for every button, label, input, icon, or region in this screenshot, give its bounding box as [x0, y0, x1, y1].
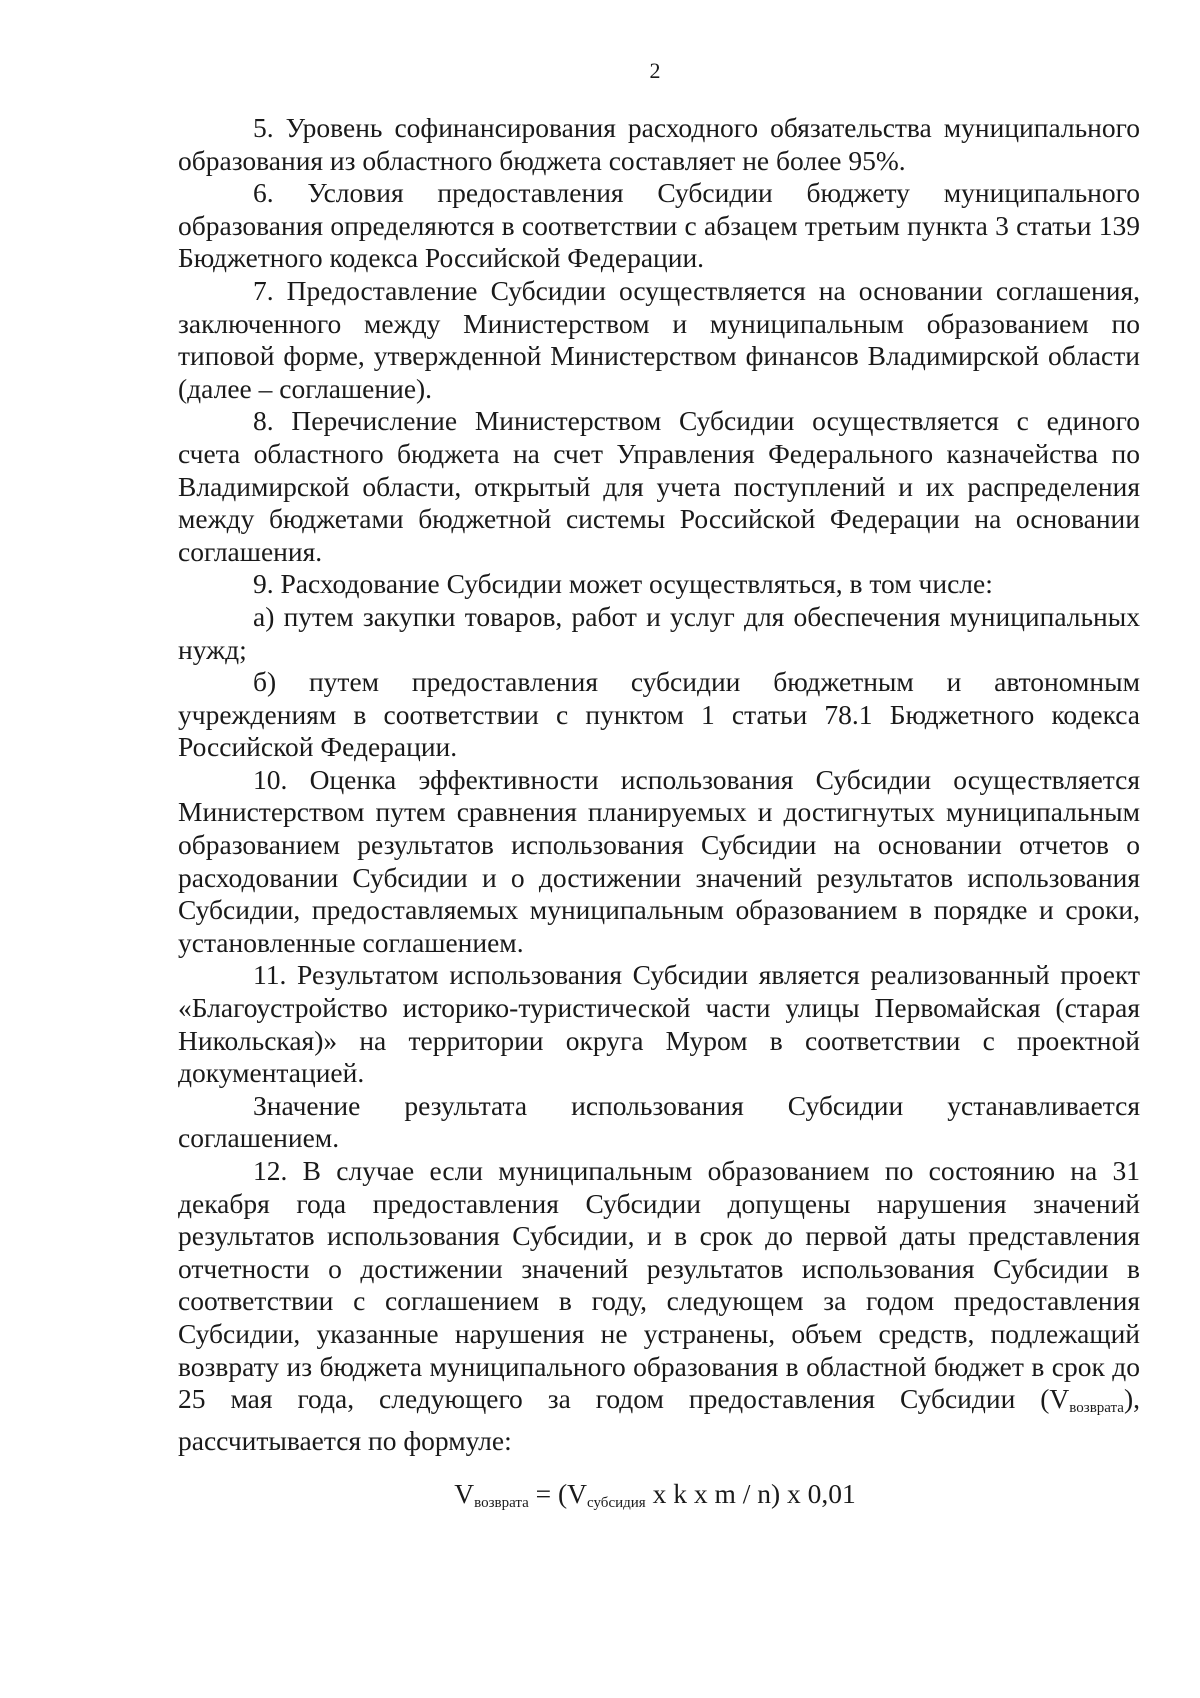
formula-v-subscript: возврата — [474, 1495, 529, 1511]
page-number: 2 — [649, 58, 661, 83]
formula-subsidy-subscript: субсидия — [587, 1495, 646, 1511]
paragraph-11: 11. Результатом использования Субсидии является реализованный проект «Благоустройство историко-туристической части улицы Первомайская (старая Никольская)» на территории округа Муром в соответствии с проектной документацией. — [178, 959, 1140, 1089]
paragraph-11-value: Значение результата использования Субсидии устанавливается соглашением. — [178, 1089, 1140, 1154]
paragraph-5: 5. Уровень софинансирования расходного обязательства муниципального образования из областного бюджета составляет не более 95%. — [178, 112, 1140, 176]
paragraph-8: 8. Перечисление Министерством Субсидии осуществляется с единого счета областного бюджета на счет Управления Федерального казначейства по Владимирской области, открытый для учета поступлений и их распределения между бюджетами бюджетной системы Российской Федерации на основании соглашения. — [178, 405, 1140, 567]
formula-v: V — [454, 1478, 475, 1509]
paragraph-6: 6. Условия предоставления Субсидии бюджету муниципального образования определяются в соответствии с абзацем третьим пункта 3 статьи 139 Бюджетного кодекса Российской Федерации. — [178, 177, 1140, 274]
paragraph-7: 7. Предоставление Субсидии осуществляется на основании соглашения, заключенного между Министерством и муниципальным образованием по типовой форме, утвержденной Министерством финансов Владимирской области (далее – соглашение). — [178, 274, 1140, 404]
paragraph-12-tail: ), рассчитывается по формуле: — [178, 1383, 1140, 1456]
paragraph-9: 9. Расходование Субсидии может осуществляться, в том числе: — [253, 568, 993, 600]
paragraph-12-text: 12. В случае если муниципальным образованием по состоянию на 31 декабря года предоставления Субсидии допущены нарушения значений результатов использования Субсидии, и в срок до первой даты представления отчетности о достижении значений результатов использования Субсидии в соответствии с соглашением в году, следующем за годом предоставления Субсидии, указанные нарушения не устранены, объем средств, подлежащий возврату из бюджета муниципального образования в областной бюджет в срок до 25 мая года, следующего за годом предоставления Субсидии (V — [178, 1155, 1140, 1415]
paragraph-10: 10. Оценка эффективности использования Субсидии осуществляется Министерством путем сравнения планируемых и достигнутых муниципальным образованием результатов использования Субсидии на основании отчетов о расходовании Субсидии и о достижении значений результатов использования Субсидии, предоставляемых муниципальным образованием в порядке и сроки, установленные соглашением. — [178, 763, 1140, 958]
return-formula — [0, 1478, 1200, 1512]
paragraph-12-subscript: возврата — [1069, 1400, 1124, 1417]
paragraph-9a: а) путем закупки товаров, работ и услуг для обеспечения муниципальных нужд; — [178, 600, 1140, 665]
paragraph-12 — [178, 1155, 1140, 1457]
paragraph-9b: б) путем предоставления субсидии бюджетным и автономным учреждениям в соответствии с пунктом 1 статьи 78.1 Бюджетного кодекса Российской Федерации. — [178, 666, 1140, 763]
document-body — [178, 112, 1140, 1457]
formula-equals-open: = (V — [528, 1478, 588, 1509]
formula-rest: x k x m / n) x 0,01 — [645, 1478, 856, 1509]
